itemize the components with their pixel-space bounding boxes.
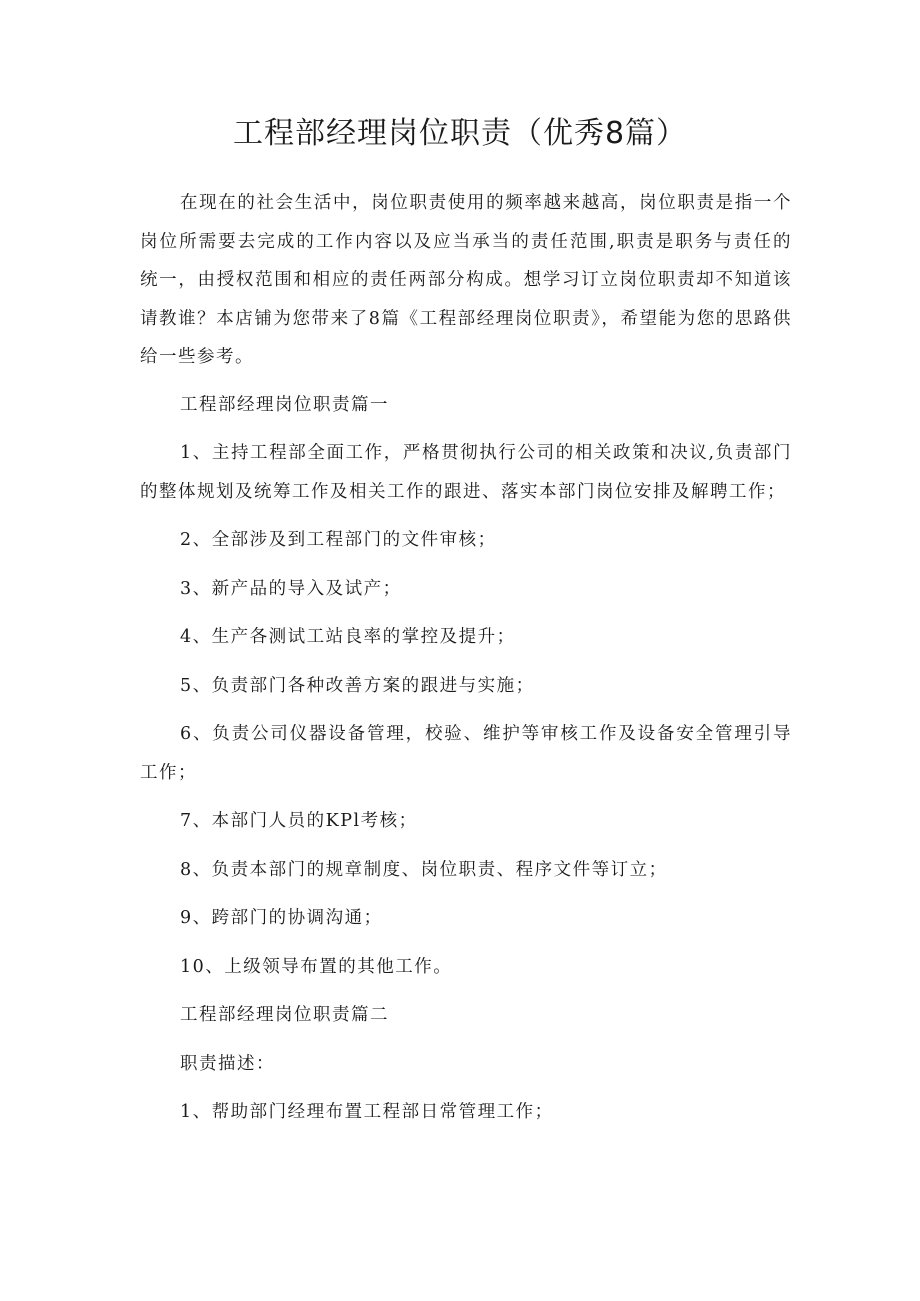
document-body	[140, 184, 792, 1142]
list-item: 8、负责本部门的规章制度、岗位职责、程序文件等订立；	[180, 859, 668, 880]
section-subheading: 职责描述：	[180, 1053, 275, 1074]
list-item: 2、全部涉及到工程部门的文件审核；	[180, 530, 497, 550]
list-item: 10、上级领导布置的其他工作。	[180, 956, 453, 977]
list-item: 5、负责部门各种改善方案的跟进与实施；	[180, 675, 535, 696]
section-heading-1: 工程部经理岗位职责篇一	[180, 394, 389, 415]
section-heading-2: 工程部经理岗位职责篇二	[180, 1005, 389, 1025]
list-item: 3、新产品的导入及试产；	[180, 578, 402, 599]
intro-paragraph: 在现在的社会生活中，岗位职责使用的频率越来越高，岗位职责是指一个岗位所需要去完成的工作内容以及应当承当的责任范围,职责是职务与责任的统一，由授权范围和相应的责任两部分构成。想学习订立岗位职责却不知道该请教谁？本店铺为您带来了8篇《工程部经理岗位职责》，希望能为您的思路供给一些参考。	[140, 193, 792, 367]
list-item: 9、跨部门的协调沟通；	[180, 908, 383, 928]
document-title: 工程部经理岗位职责（优秀8篇）	[232, 116, 688, 151]
list-item: 6、负责公司仪器设备管理，校验、维护等审核工作及设备安全管理引导工作；	[140, 724, 792, 783]
list-item: 4、生产各测试工站良率的掌控及提升；	[180, 627, 516, 647]
list-item: 1、主持工程部全面工作，严格贯彻执行公司的相关政策和决议,负责部门的整体规划及统筹工作及相关工作的跟进、落实本部门岗位安排及解聘工作；	[140, 443, 792, 502]
list-item: 1、帮助部门经理布置工程部日常管理工作；	[180, 1102, 554, 1122]
list-item: 7、本部门人员的KPl考核；	[180, 811, 418, 831]
